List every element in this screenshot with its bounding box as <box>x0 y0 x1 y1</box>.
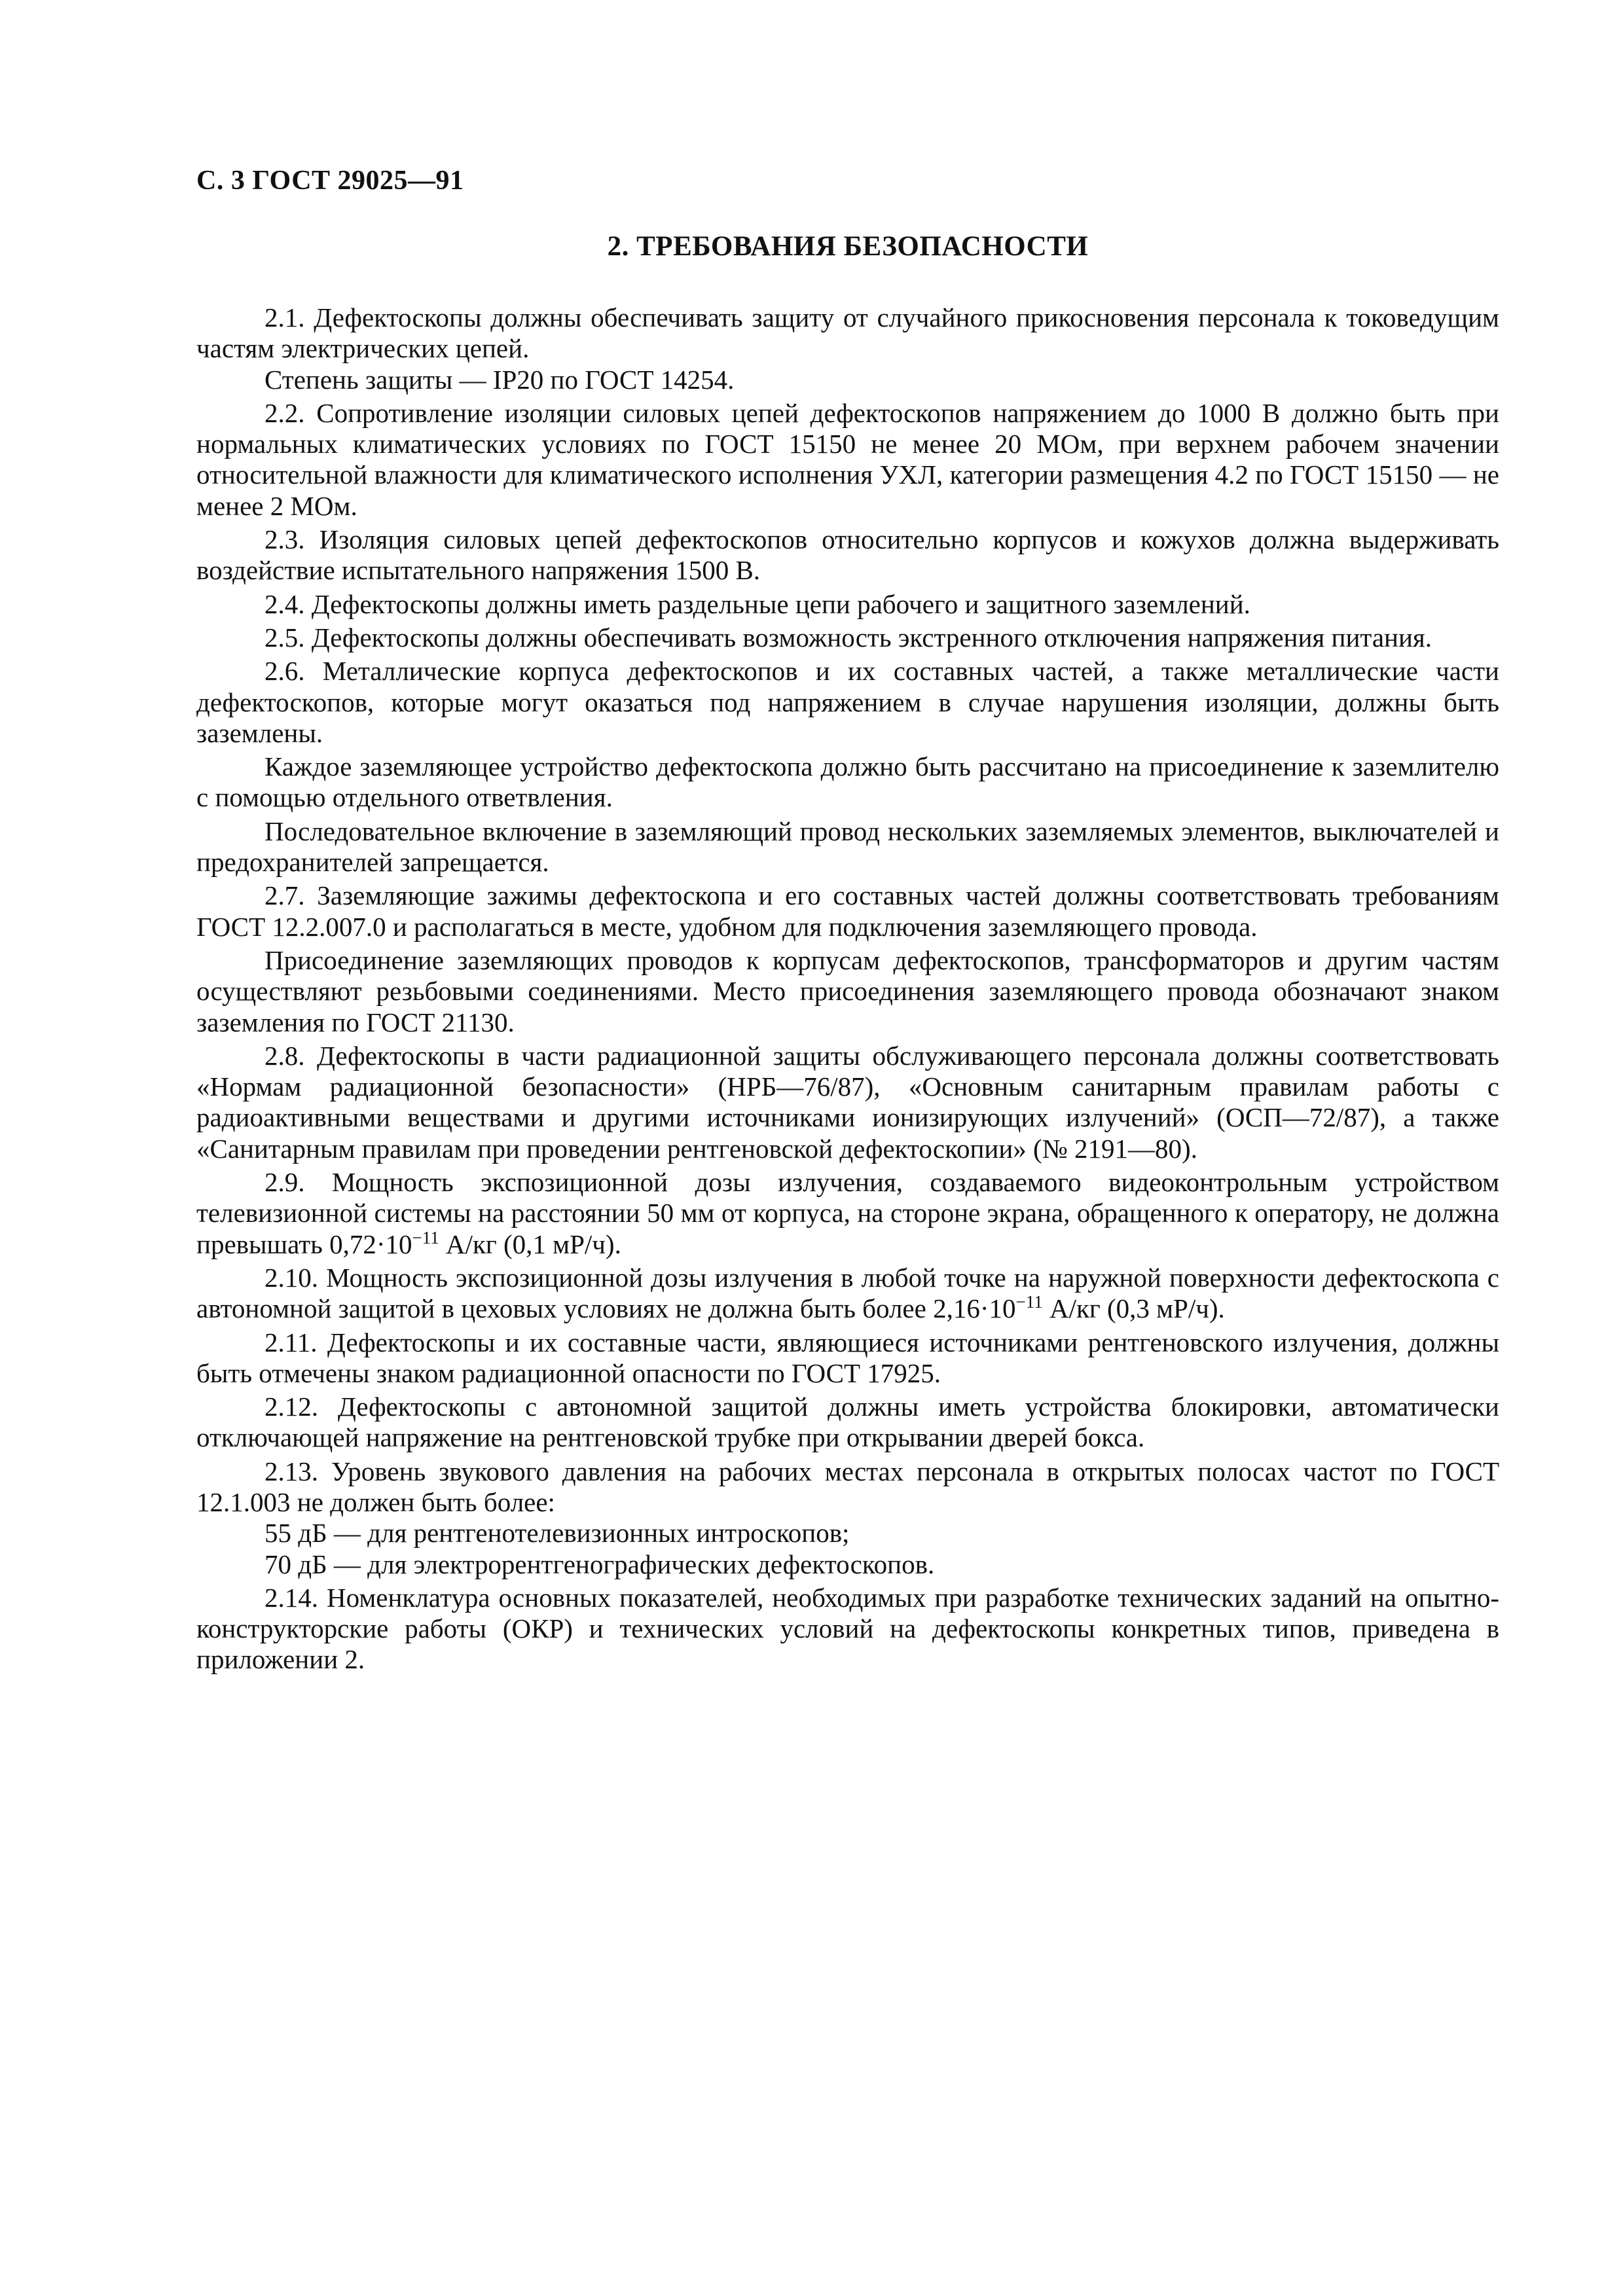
paragraph-grounding-wires: Присоединение заземляющих проводов к корпусам дефектоскопов, трансформаторов и другим частям осуществляют резьбовыми соединениями. Место присоединения заземляющего провода обозначают знаком заземления по ГОСТ 21130. <box>196 944 1499 1037</box>
paragraph-2-13: 2.13. Уровень звукового давления на рабочих местах персонала в открытых полосах частот по ГОСТ 12.1.003 не должен быть более: <box>196 1456 1499 1517</box>
paragraph-2-3: 2.3. Изоляция силовых цепей дефектоскопов относительно корпусов и кожухов должна выдерживать воздействие испытательного напряжения 1500 В. <box>196 524 1499 586</box>
paragraph-2-14: 2.14. Номенклатура основных показателей, необходимых при разработке технических заданий на опытно-конструкторские работы (ОКР) и технических условий на дефектоскопы конкретных типов, приведена в приложении 2. <box>196 1582 1499 1675</box>
paragraph-series-connection: Последовательное включение в заземляющий провод нескольких заземляемых элементов, выключателей и предохранителей запрещается. <box>196 816 1499 878</box>
section-title: 2. ТРЕБОВАНИЯ БЕЗОПАСНОСТИ <box>607 231 1089 262</box>
page-header: С. 3 ГОСТ 29025—91 <box>196 166 464 196</box>
paragraph-2-11: 2.11. Дефектоскопы и их составные части, являющиеся источниками рентгеновского излучения, должны быть отмечены знаком радиационной опасности по ГОСТ 17925. <box>196 1327 1499 1388</box>
paragraph-2-10-text: 2.10. Мощность экспозиционной дозы излучения в любой точке на наружной поверхности дефектоскопа с автономной защитой в цеховых условиях не должна быть более 2,16·10 <box>196 1262 1499 1324</box>
paragraph-2-8: 2.8. Дефектоскопы в части радиационной защиты обслуживающего персонала должны соответствовать «Нормам радиационной безопасности» (НРБ—76/87), «Основным санитарным правилам работы с радиоактивными веществами и другими источниками ионизирующих излучений» (ОСП—72/87), а также «Санитарным правилам при проведении рентгеновской дефектоскопии» (№ 2191—80). <box>196 1040 1499 1164</box>
list-item-70db: 70 дБ — для электрорентгенографических дефектоскопов. <box>264 1549 935 1579</box>
paragraph-grounding-device: Каждое заземляющее устройство дефектоскопа должно быть рассчитано на присоединение к заземлителю с помощью отдельного ответвления. <box>196 751 1499 813</box>
paragraph-2-9-exponent: −11 <box>412 1227 439 1247</box>
paragraph-2-1: 2.1. Дефектоскопы должны обеспечивать защиту от случайного прикосновения персонала к токоведущим частям электрических цепей. <box>196 302 1499 364</box>
paragraph-2-10-tail: А/кг (0,3 мР/ч). <box>1042 1293 1225 1324</box>
list-item-55db: 55 дБ — для рентгенотелевизионных интроскопов; <box>264 1518 850 1549</box>
paragraph-2-12: 2.12. Дефектоскопы с автономной защитой должны иметь устройства блокировки, автоматически отключающей напряжение на рентгеновской трубке при открывании дверей бокса. <box>196 1391 1499 1453</box>
paragraph-2-2: 2.2. Сопротивление изоляции силовых цепей дефектоскопов напряжением до 1000 В должно быть при нормальных климатических условиях по ГОСТ 15150 не менее 20 МОм, при верхнем рабочем значении относительной влажности для климатического исполнения УХЛ, категории размещения 4.2 по ГОСТ 15150 — не менее 2 МОм. <box>196 397 1499 521</box>
paragraph-2-10 <box>196 1263 1499 1325</box>
section-body <box>196 300 1499 1676</box>
paragraph-2-7: 2.7. Заземляющие зажимы дефектоскопа и его составных частей должны соответствовать требованиям ГОСТ 12.2.007.0 и располагаться в месте, удобном для подключения заземляющего провода. <box>196 880 1499 942</box>
paragraph-2-5: 2.5. Дефектоскопы должны обеспечивать возможность экстренного отключения напряжения питания. <box>264 622 1432 653</box>
paragraph-2-9-tail: А/кг (0,1 мР/ч). <box>439 1229 621 1259</box>
paragraph-protection-degree: Степень защиты — IP20 по ГОСТ 14254. <box>264 364 735 395</box>
paragraph-2-9 <box>196 1167 1499 1260</box>
paragraph-2-10-exponent: −11 <box>1015 1292 1043 1312</box>
paragraph-2-9-text: 2.9. Мощность экспозиционной дозы излучения, создаваемого видеоконтрольным устройством телевизионной системы на расстоянии 50 мм от корпуса, на стороне экрана, обращенного к оператору, не должна превышать 0,72·10 <box>196 1167 1499 1259</box>
paragraph-2-6: 2.6. Металлические корпуса дефектоскопов и их составных частей, а также металлические части дефектоскопов, которые могут оказаться под напряжением в случае нарушения изоляции, должны быть заземлены. <box>196 656 1499 748</box>
paragraph-2-4: 2.4. Дефектоскопы должны иметь раздельные цепи рабочего и защитного заземлений. <box>264 588 1250 619</box>
